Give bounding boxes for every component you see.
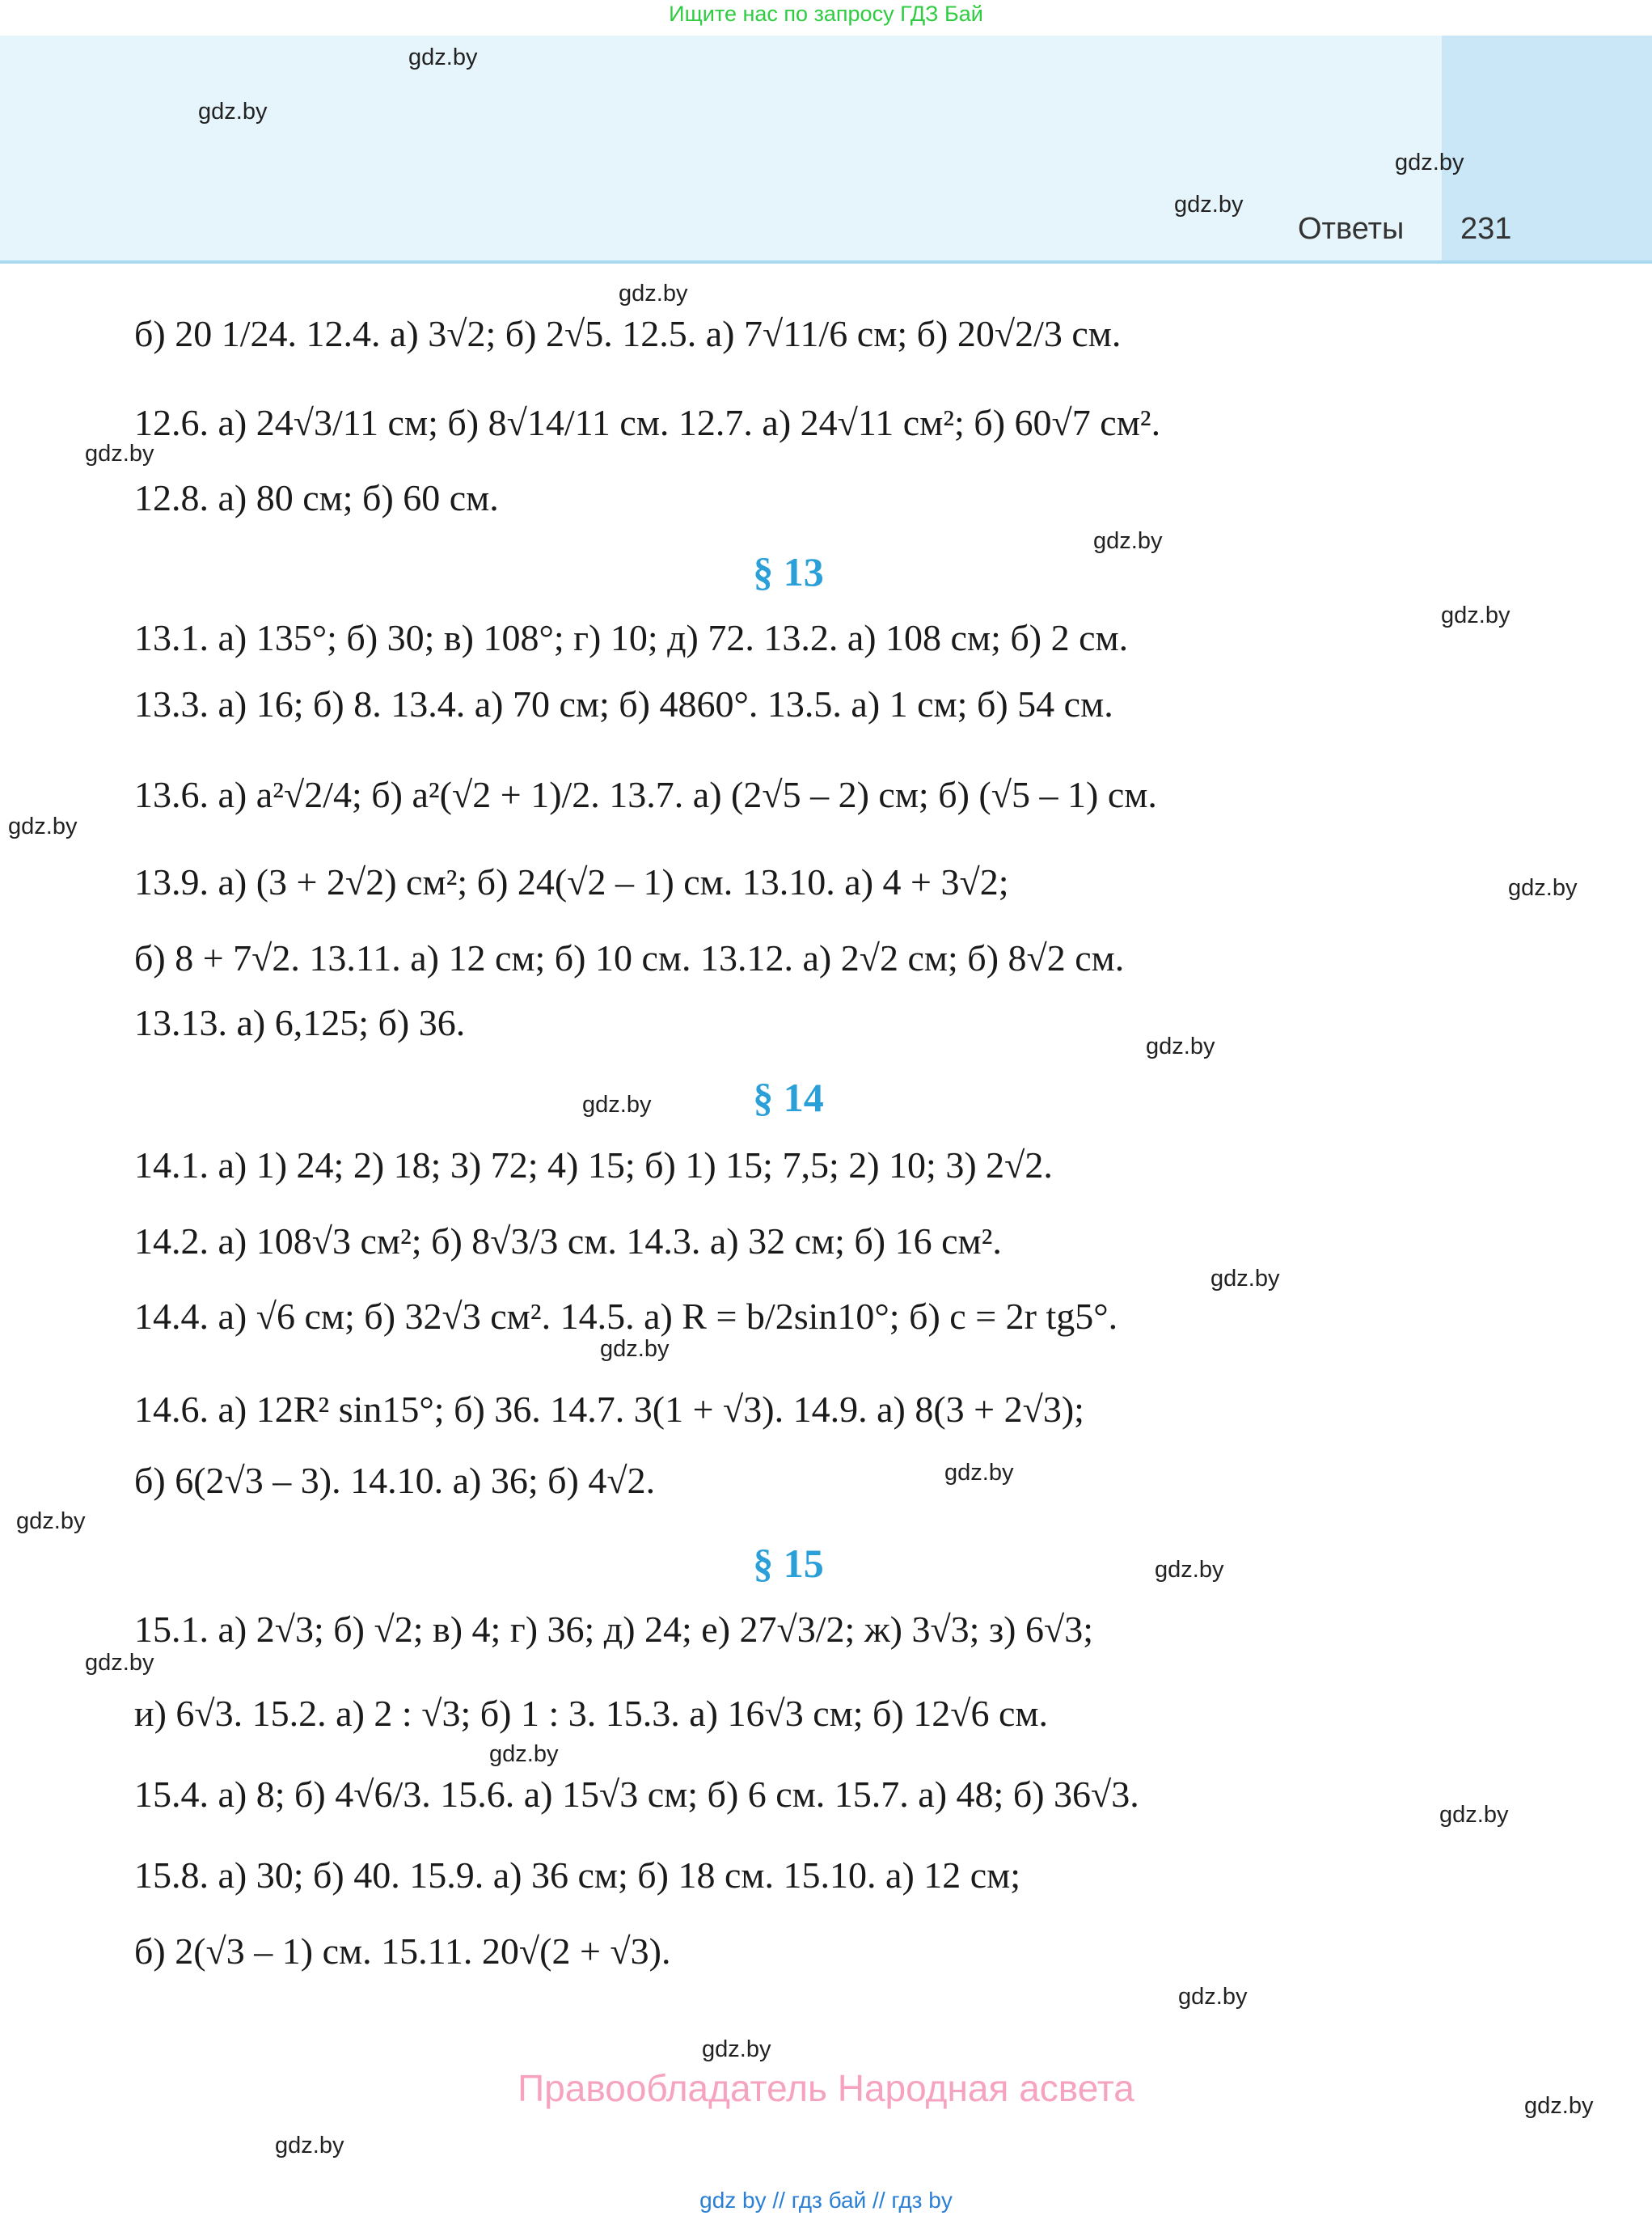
answer-line: 13.1. а) 135°; б) 30; в) 108°; г) 10; д) 72. 13.2. а) 108 см; б) 2 см. — [134, 617, 1129, 658]
watermark: gdz.by — [275, 2133, 344, 2158]
watermark: gdz.by — [944, 1460, 1014, 1486]
watermark: gdz.by — [702, 2036, 771, 2062]
watermark: gdz.by — [619, 281, 688, 307]
answer-line: б) 2(√3 – 1) см. 15.11. 20√(2 + √3). — [134, 1930, 671, 1972]
watermark: gdz.by — [582, 1092, 652, 1118]
answer-line: 14.4. а) √6 см; б) 32√3 см². 14.5. а) R = b/2sin10°; б) c = 2r tg5°. — [134, 1296, 1118, 1337]
answer-line: б) 20 1/24. 12.4. а) 3√2; б) 2√5. 12.5. а) 7√11/6 см; б) 20√2/3 см. — [134, 313, 1122, 354]
watermark: gdz.by — [489, 1741, 559, 1767]
top-notice: Ищите нас по запросу ГДЗ Бай — [669, 2, 983, 26]
answer-line: 15.4. а) 8; б) 4√6/3. 15.6. а) 15√3 см; б) 6 см. 15.7. а) 48; б) 36√3. — [134, 1774, 1139, 1815]
copyright-notice: Правообладатель Народная асвета — [518, 2067, 1134, 2109]
answer-line: 13.13. а) 6,125; б) 36. — [134, 1002, 466, 1043]
answer-line: 12.6. а) 24√3/11 см; б) 8√14/11 см. 12.7. а) 24√11 см²; б) 60√7 см². — [134, 402, 1161, 443]
section-name: Ответы — [1298, 212, 1405, 246]
watermark: gdz.by — [1439, 1802, 1509, 1828]
section-heading: § 15 — [753, 1541, 824, 1586]
watermark: gdz.by — [1508, 875, 1578, 901]
answer-line: 14.2. а) 108√3 см²; б) 8√3/3 см. 14.3. а) 32 см; б) 16 см². — [134, 1220, 1002, 1262]
answer-line: 13.9. а) (3 + 2√2) см²; б) 24(√2 – 1) см. 13.10. а) 4 + 3√2; — [134, 861, 1009, 903]
watermark: gdz.by — [1093, 528, 1163, 554]
answer-line: б) 8 + 7√2. 13.11. а) 12 см; б) 10 см. 13.12. а) 2√2 см; б) 8√2 см. — [134, 937, 1125, 979]
watermark: gdz.by — [8, 814, 78, 839]
watermark: gdz.by — [16, 1508, 86, 1534]
answer-line: 13.3. а) 16; б) 8. 13.4. а) 70 см; б) 4860°. 13.5. а) 1 см; б) 54 см. — [134, 683, 1113, 725]
answer-line: 15.1. а) 2√3; б) √2; в) 4; г) 36; д) 24; е) 27√3/2; ж) 3√3; з) 6√3; — [134, 1609, 1093, 1650]
watermark: gdz.by — [600, 1336, 670, 1362]
answer-line: 14.6. а) 12R² sin15°; б) 36. 14.7. 3(1 + √3). 14.9. а) 8(3 + 2√3); — [134, 1389, 1084, 1430]
watermark: gdz.by — [85, 1650, 154, 1676]
watermark: gdz.by — [408, 44, 478, 70]
watermark: gdz.by — [1146, 1034, 1215, 1059]
watermark: gdz.by — [1395, 150, 1464, 175]
watermark: gdz.by — [1441, 603, 1510, 628]
section-heading: § 14 — [753, 1075, 824, 1120]
watermark: gdz.by — [1210, 1266, 1280, 1292]
watermark: gdz.by — [198, 99, 268, 125]
answer-line: 12.8. а) 80 см; б) 60 см. — [134, 477, 499, 518]
watermark: gdz.by — [1174, 192, 1244, 218]
answer-line: 15.8. а) 30; б) 40. 15.9. а) 36 см; б) 18 см. 15.10. а) 12 см; — [134, 1854, 1021, 1896]
footer-links[interactable]: gdz by // гдз бай // гдз by — [699, 2188, 953, 2213]
answer-line: б) 6(2√3 – 3). 14.10. а) 36; б) 4√2. — [134, 1460, 656, 1501]
answer-line: и) 6√3. 15.2. а) 2 : √3; б) 1 : 3. 15.3. а) 16√3 см; б) 12√6 см. — [134, 1693, 1049, 1734]
watermark: gdz.by — [85, 441, 154, 467]
watermark: gdz.by — [1155, 1557, 1224, 1583]
answer-line: 13.6. а) a²√2/4; б) a²(√2 + 1)/2. 13.7. а) (2√5 – 2) см; б) (√5 – 1) см. — [134, 774, 1157, 815]
answer-line: 14.1. а) 1) 24; 2) 18; 3) 72; 4) 15; б) 1) 15; 7,5; 2) 10; 3) 2√2. — [134, 1144, 1053, 1186]
watermark: gdz.by — [1524, 2093, 1594, 2119]
section-heading: § 13 — [753, 549, 824, 594]
page-number: 231 — [1460, 212, 1512, 246]
watermark: gdz.by — [1178, 1984, 1248, 2010]
